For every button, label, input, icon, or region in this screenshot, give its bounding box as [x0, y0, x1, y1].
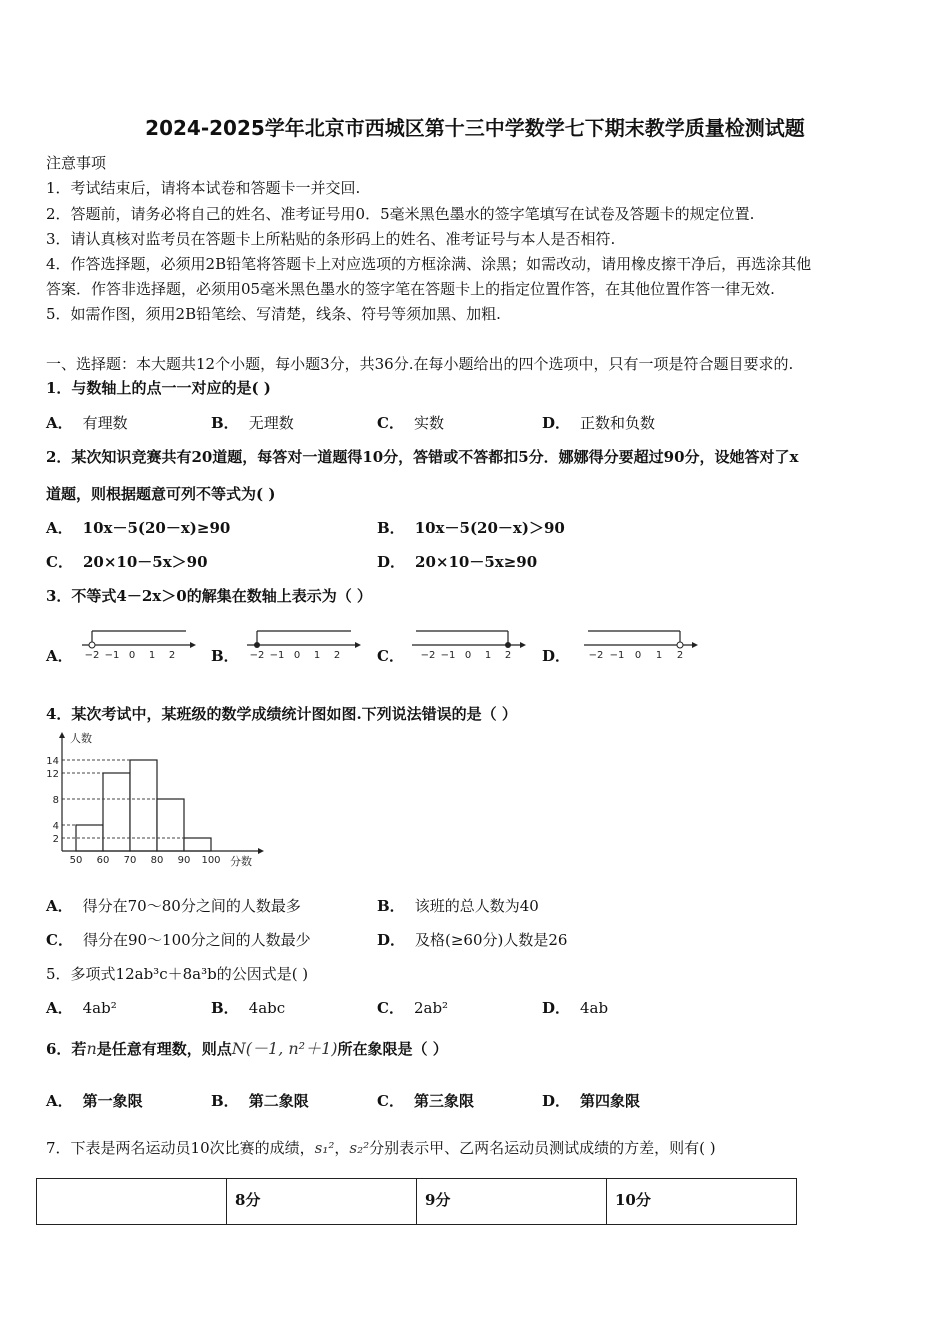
option-letter: B．: [377, 897, 405, 915]
q2-option-b[interactable]: [377, 517, 565, 538]
tick-label: −2: [588, 650, 604, 661]
option-letter: B．: [211, 999, 239, 1017]
histogram-bar: [103, 773, 130, 851]
q1-option-a[interactable]: [46, 412, 128, 433]
y-tick-label: 12: [46, 769, 59, 780]
tick-label: −2: [420, 650, 436, 661]
tick-label: 0: [464, 650, 472, 661]
notice-heading: 注意事项: [46, 154, 107, 172]
tick-label: 2: [504, 650, 512, 661]
y-tick-label: 4: [52, 821, 59, 832]
q4-option-b[interactable]: [377, 895, 539, 916]
q7-stem: [46, 1137, 716, 1158]
q5-option-a[interactable]: [46, 997, 117, 1018]
q3-option-a-letter[interactable]: A．: [46, 647, 73, 665]
q5-stem: 5．多项式12ab³c＋8a³b的公因式是( ): [46, 965, 309, 983]
option-letter: A．: [46, 999, 73, 1017]
table-cell: [37, 1179, 227, 1225]
q6-point: N(－1, n²＋1): [231, 1039, 338, 1058]
x-tick-label: 100: [201, 855, 221, 866]
q3-numberline-d: [580, 625, 700, 665]
tick-label: 0: [128, 650, 136, 661]
q6-stem: [46, 1036, 448, 1059]
option-text: 正数和负数: [580, 414, 656, 432]
q3-option-c-letter[interactable]: C．: [377, 647, 404, 665]
tick-label: −1: [609, 650, 625, 661]
x-axis-arrow: [258, 848, 264, 854]
q2-stem-line1: 2．某次知识竞赛共有20道题，每答对一道题得10分，答错或不答都扣5分．娜娜得分要超过90分，设她答对了x: [46, 448, 799, 466]
q6-stem-part: 是任意有理数，则点: [96, 1040, 232, 1058]
option-letter: A．: [46, 1092, 73, 1110]
option-text: 4ab: [580, 999, 609, 1017]
option-text: 得分在90～100分之间的人数最少: [82, 931, 311, 949]
tick-label: −2: [249, 650, 265, 661]
option-text: 10x－5(20－x)≥90: [82, 519, 231, 537]
tick-label: −1: [440, 650, 456, 661]
q3-option-d-letter[interactable]: D．: [542, 647, 571, 665]
option-text: 无理数: [248, 414, 294, 432]
tick-label: 1: [313, 650, 321, 661]
q6-var-n: n: [86, 1039, 97, 1058]
q4-option-a[interactable]: [46, 895, 301, 916]
option-text: 20×10－5x＞90: [82, 553, 208, 571]
tick-label: 1: [484, 650, 492, 661]
option-letter: B．: [211, 414, 239, 432]
option-text: 及格(≥60分)人数是26: [415, 931, 568, 949]
option-text: 20×10－5x≥90: [415, 553, 538, 571]
q6-option-a[interactable]: [46, 1090, 143, 1111]
option-letter: D．: [542, 1092, 571, 1110]
q4-option-c[interactable]: [46, 929, 311, 950]
tick-label: −2: [84, 650, 100, 661]
option-letter: D．: [377, 931, 406, 949]
q7-variance-s1: s₁²: [314, 1139, 335, 1157]
option-letter: C．: [377, 999, 404, 1017]
option-text: 第三象限: [413, 1092, 474, 1110]
tick-label: 2: [333, 650, 341, 661]
q3-stem: 3．不等式4－2x＞0的解集在数轴上表示为（ ）: [46, 587, 372, 605]
option-text: 4ab²: [82, 999, 117, 1017]
option-letter: D．: [542, 414, 571, 432]
notice-item: 3．请认真核对监考员在答题卡上所粘贴的条形码上的姓名、准考证号与本人是否相符.: [46, 230, 616, 248]
tick-label: −1: [104, 650, 120, 661]
option-text: 第四象限: [580, 1092, 641, 1110]
x-tick-label: 90: [177, 855, 191, 866]
q4-stem: 4．某次考试中，某班级的数学成绩统计图如图.下列说法错误的是（ ）: [46, 705, 517, 723]
notice-item: 4．作答选择题，必须用2B铅笔将答题卡上对应选项的方框涂满、涂黑；如需改动，请用橡皮擦干净后，再选涂其他: [46, 255, 812, 273]
q2-option-d[interactable]: [377, 551, 537, 572]
tick-label: 2: [168, 650, 176, 661]
option-letter: A．: [46, 414, 73, 432]
option-letter: C．: [46, 553, 73, 571]
tick-label: 1: [148, 650, 156, 661]
q3-numberline-b: [243, 625, 363, 665]
q3-numberline-c: [408, 625, 528, 665]
q4-option-d[interactable]: [377, 929, 567, 950]
notice-item: 2．答题前，请务必将自己的姓名、准考证号用0．5毫米黑色墨水的签字笔填写在试卷及答题卡的规定位置.: [46, 205, 755, 223]
table-cell: 9分: [417, 1179, 607, 1225]
option-text: 实数: [413, 414, 444, 432]
q6-option-b[interactable]: [211, 1090, 309, 1111]
histogram-bar: [184, 838, 211, 851]
tick-label: 2: [676, 650, 684, 661]
option-letter: C．: [377, 414, 404, 432]
q5-option-b[interactable]: [211, 997, 285, 1018]
q6-option-d[interactable]: [542, 1090, 640, 1111]
histogram-bar: [157, 799, 184, 851]
q1-option-b[interactable]: [211, 412, 294, 433]
y-axis-label: 人数: [70, 732, 92, 745]
option-letter: B．: [211, 1092, 239, 1110]
section-heading: 一、选择题：本大题共12个小题，每小题3分，共36分.在每小题给出的四个选项中，只有一项是符合题目要求的.: [46, 355, 794, 373]
option-letter: D．: [542, 999, 571, 1017]
option-text: 10x－5(20－x)＞90: [414, 519, 565, 537]
x-tick-label: 60: [96, 855, 110, 866]
x-tick-label: 70: [123, 855, 137, 866]
q6-option-c[interactable]: [377, 1090, 474, 1111]
page-title: 2024-2025学年北京市西城区第十三中学数学七下期末教学质量检测试题: [145, 116, 805, 140]
option-letter: D．: [377, 553, 406, 571]
option-letter: A．: [46, 519, 73, 537]
y-tick-label: 2: [52, 834, 59, 845]
q2-option-c[interactable]: [46, 551, 208, 572]
histogram-chart: [40, 730, 270, 870]
q1-option-d[interactable]: [542, 412, 655, 433]
notice-item: 答案．作答非选择题，必须用05毫米黑色墨水的签字笔在答题卡上的指定位置作答，在其他位置作答一律无效.: [46, 280, 775, 298]
q6-stem-part: 所在象限是（ ）: [337, 1040, 448, 1058]
option-letter: A．: [46, 897, 73, 915]
tick-label: 0: [634, 650, 642, 661]
option-text: 第一象限: [82, 1092, 143, 1110]
q7-stem-part: 7．下表是两名运动员10次比赛的成绩，: [46, 1139, 315, 1157]
y-tick-label: 14: [46, 756, 59, 767]
option-letter: C．: [46, 931, 73, 949]
q6-stem-part: 6．若: [46, 1040, 87, 1058]
option-text: 有理数: [82, 414, 128, 432]
tick-label: 0: [293, 650, 301, 661]
q1-option-c[interactable]: [377, 412, 444, 433]
x-axis-label: 分数: [230, 855, 252, 868]
table-cell: 10分: [607, 1179, 797, 1225]
table-row: [37, 1179, 797, 1225]
x-tick-label: 50: [69, 855, 83, 866]
notice-item: 5．如需作图，须用2B铅笔绘、写清楚，线条、符号等须加黑、加粗.: [46, 305, 501, 323]
q2-stem-line2: 道题，则根据题意可列不等式为( ): [46, 485, 276, 503]
q5-option-d[interactable]: [542, 997, 608, 1018]
option-text: 该班的总人数为40: [414, 897, 539, 915]
q7-sep: ，: [334, 1139, 350, 1157]
q3-numberline-a: [78, 625, 198, 665]
y-axis-arrow: [59, 732, 65, 738]
q7-stem-part: 分别表示甲、乙两名运动员测试成绩的方差，则有( ): [369, 1139, 716, 1157]
histogram-bar: [130, 760, 157, 851]
tick-label: −1: [269, 650, 285, 661]
scores-table: [36, 1178, 797, 1225]
option-text: 2ab²: [413, 999, 449, 1017]
option-text: 第二象限: [248, 1092, 309, 1110]
q7-variance-s2: s₂²: [349, 1139, 370, 1157]
table-cell: 8分: [227, 1179, 417, 1225]
q1-stem: 1．与数轴上的点一一对应的是( ): [46, 379, 271, 397]
q5-option-c[interactable]: [377, 997, 448, 1018]
tick-label: 1: [655, 650, 663, 661]
option-letter: C．: [377, 1092, 404, 1110]
x-tick-label: 80: [150, 855, 164, 866]
option-letter: B．: [377, 519, 405, 537]
y-tick-label: 8: [52, 795, 59, 806]
notice-item: 1．考试结束后，请将本试卷和答题卡一并交回.: [46, 179, 361, 197]
option-text: 4abc: [248, 999, 286, 1017]
q2-option-a[interactable]: [46, 517, 230, 538]
option-text: 得分在70～80分之间的人数最多: [82, 897, 301, 915]
q3-option-b-letter[interactable]: B．: [211, 647, 239, 665]
